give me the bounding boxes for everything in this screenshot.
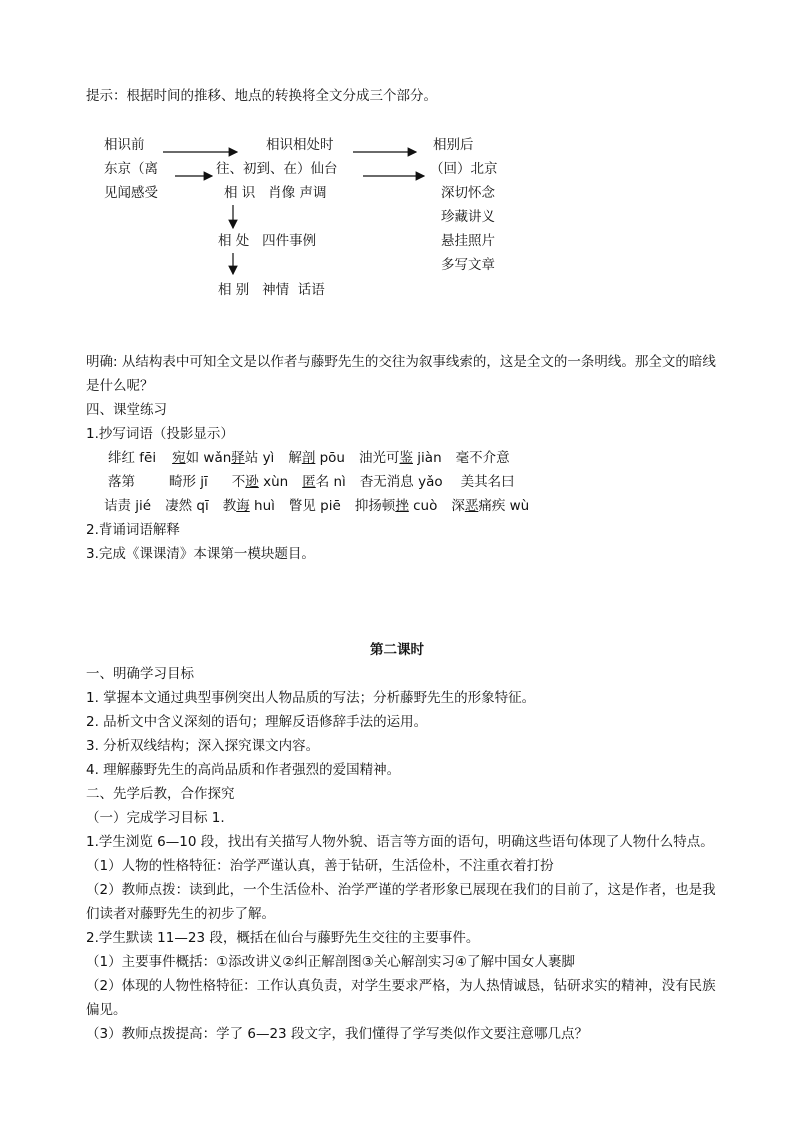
exercise3: 3.完成《课课清》本课第一模块题目。 (86, 546, 315, 562)
goal-item: 3. 分析双线结构；深入探究课文内容。 (86, 738, 320, 754)
goal-item: 4. 理解藤野先生的高尚品质和作者强烈的爱国精神。 (86, 762, 401, 778)
lesson2-title: 第二课时 (370, 642, 424, 658)
vocab-word: 绯红 fēi (108, 450, 157, 466)
vocab-underlined-char: 剖 (301, 450, 316, 466)
vocab-underlined-char: 驿 (231, 450, 245, 466)
vocab-word: 宛如 wǎn (172, 450, 232, 466)
structure-col2-5: 相 别 神情 话语 (218, 282, 325, 298)
vocab-word: 解剖 pōu (288, 450, 345, 466)
vocab-word: 瞥见 piē (288, 498, 341, 514)
paragraph-2b: （2）体现的人物性格特征：工作认真负责，对学生要求严格，为人热情诚恳，钻研求实的精神，没有民族 (86, 978, 716, 994)
goal-item: 2. 品析文中含义深刻的语句；理解反语修辞手法的运用。 (86, 714, 428, 730)
structure-col2-1: 相识相处时 (266, 137, 334, 153)
vocab-word: 杳无消息 yǎo (359, 474, 443, 490)
structure-col1-2: 东京（离 (104, 161, 158, 177)
vocab-word: 毫不介意 (455, 450, 510, 466)
exercise2: 2.背诵词语解释 (86, 522, 180, 538)
paragraph-1: 1.学生浏览 6—10 段，找出有关描写人物外貌、语言等方面的语句，明确这些语句体现了人物什么特点。 (86, 834, 714, 850)
vocab-word: 抑扬顿挫 cuò (354, 498, 438, 514)
vocab-word: 美其名曰 (460, 474, 515, 490)
vocab-word: 凄然 qī (165, 498, 209, 514)
structure-col2-4: 相 处 四件事例 (218, 233, 317, 249)
vocab-word: 落第 (108, 474, 135, 490)
vocab-word: 深恶痛疾 wù (451, 498, 530, 514)
vocab-underlined-char: 逊 (245, 474, 259, 490)
paragraph-2c: （3）教师点拨提高：学了 6—23 段文字，我们懂得了学写类似作文要注意哪几点？ (86, 1026, 588, 1042)
paragraph-1b-cont: 们读者对藤野先生的初步了解。 (86, 906, 275, 922)
structure-col3-3: 深切怀念 (441, 185, 495, 201)
clarify-text: 明确: 从结构表中可知全文是以作者与藤野先生的交往为叙事线索的，这是全文的一条明线。那全文的暗线 (86, 354, 716, 370)
paragraph-2b-cont: 偏见。 (86, 1002, 127, 1018)
vocab-underlined-char: 鉴 (399, 450, 413, 466)
paragraph-1a: （1）人物的性格特征：治学严谨认真，善于钻研，生活俭朴，不注重衣着打扮 (86, 858, 554, 874)
vocab-underlined-char: 挫 (395, 498, 409, 514)
vocab-row-2 (108, 472, 515, 492)
section4-title: 四、课堂练习 (86, 402, 167, 418)
goals-title: 一、明确学习目标 (86, 666, 194, 682)
hint-text: 提示：根据时间的推移、地点的转换将全文分成三个部分。 (86, 88, 437, 104)
exercise1-title: 1.抄写词语（投影显示） (86, 426, 234, 442)
vocab-word: 诘责 jié (104, 498, 152, 514)
vocab-word: 畸形 jī (169, 474, 208, 490)
vocab-word: 驿站 yì (231, 450, 275, 466)
structure-col3-4: 珍藏讲义 (441, 209, 495, 225)
vocab-word: 不逊 xùn (231, 474, 289, 490)
structure-col3-5: 悬挂照片 (441, 233, 495, 249)
structure-col2-2: 往、初到、在）仙台 (216, 161, 338, 177)
structure-col3-6: 多写文章 (441, 257, 495, 273)
vocab-underlined-char: 恶 (464, 498, 479, 514)
subsection1: （一）完成学习目标 1. (86, 810, 225, 826)
vocab-underlined-char: 宛 (172, 450, 186, 466)
clarify-text-cont: 是什么呢？ (86, 378, 154, 394)
goal-item: 1. 掌握本文通过典型事例突出人物品质的写法；分析藤野先生的形象特征。 (86, 690, 536, 706)
vocab-word: 教诲 huì (222, 498, 275, 514)
vocab-underlined-char: 诲 (236, 498, 250, 514)
paragraph-1b: （2）教师点拨：读到此，一个生活俭朴、治学严谨的学者形象已展现在我们的目前了，这是作者，也是我 (86, 882, 716, 898)
structure-col1-3: 见闻感受 (104, 185, 158, 201)
paragraph-2: 2.学生默读 11—23 段，概括在仙台与藤野先生交往的主要事件。 (86, 930, 480, 946)
vocab-row-1 (108, 448, 510, 468)
vocab-underlined-char: 匿 (302, 474, 316, 490)
structure-col3-2: （回）北京 (430, 161, 498, 177)
structure-col2-3: 相 识 肖像 声调 (224, 185, 327, 201)
vocab-word: 匿名 nì (302, 474, 346, 490)
vocab-row-3 (104, 496, 529, 516)
section2-title: 二、先学后教，合作探究 (86, 786, 235, 802)
vocab-word: 油光可鉴 jiàn (359, 450, 442, 466)
structure-col3-1: 相别后 (433, 137, 474, 153)
structure-col1-1: 相识前 (104, 137, 145, 153)
paragraph-2a: （1）主要事件概括：①添改讲义②纠正解剖图③关心解剖实习④了解中国女人裹脚 (86, 954, 575, 970)
